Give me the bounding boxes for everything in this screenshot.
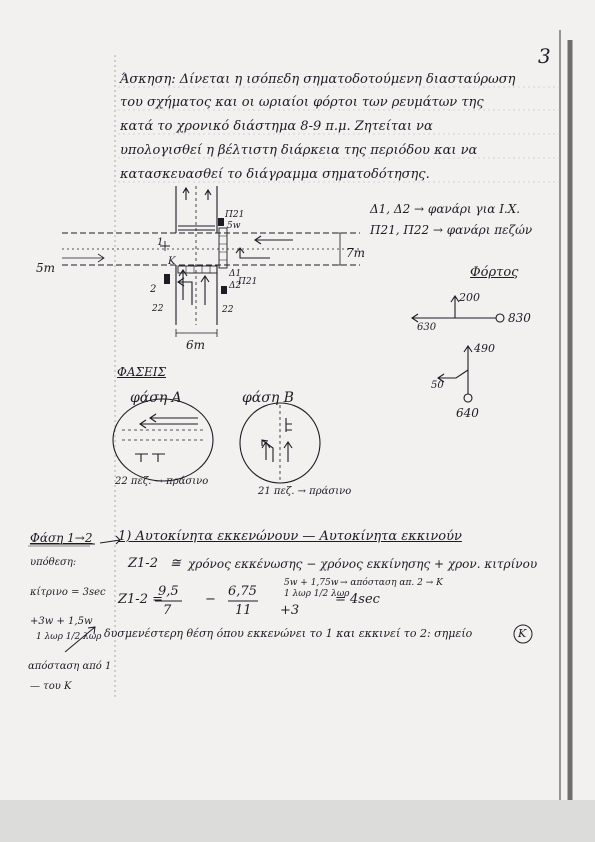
margin-yellow: κίτρινο = 3sec [30,587,106,598]
load-south-in: 640 [456,406,479,420]
eq-plus: +3 [280,603,300,618]
side-note-right: → απόσταση απ. 2 → Κ [340,578,443,588]
phase-b-label: φάση Β [242,390,294,406]
label-p21-top: Π21 [225,210,245,220]
intro-line: κατασκευασθεί το διάγραμμα σηματοδότησης. [120,167,430,182]
margin-k: — του Κ [30,681,72,692]
dim-5m: 5m [36,261,56,275]
scan-bottom-strip [0,800,595,842]
phase-a-note: 22 πεζ. → πράσινο [115,476,209,487]
intro-line: Άσκηση: Δίνεται η ισόπεδη σηματοδοτούμενη διασταύρωση [120,72,516,87]
loads-title: Φόρτος [470,265,519,280]
phase-a-label: φάση Α [130,390,182,406]
eq-minus: − [205,592,216,607]
intro-line: υπολογισθεί η βέλτιστη διάρκεια της περιόδου και να [120,143,478,158]
phase-b-note: 21 πεζ. → πράσινο [258,486,352,497]
label-2: 2 [150,284,157,295]
load-east-left: 200 [459,291,480,304]
load-south-through: 490 [474,342,495,355]
margin-phase: Φάση 1→2 [30,531,93,545]
intersection-sketch [62,186,360,337]
margin-dist: απόσταση από 1 [28,661,112,672]
load-east-in: 830 [508,311,531,325]
label-p22-right: 22 [222,305,234,315]
conclusion-text: δυσμενέστερη θέση όπου εκκενώνει το 1 και εκκινεί το 2: σημείο [104,627,473,640]
label-d1: Δ1 [229,269,242,279]
frac2-num: 6,75 [228,584,257,599]
intro-line: του σχήματος και οι ωριαίοι φόρτοι των ρευμάτων της [120,95,484,110]
dim-7m: 7m [346,246,366,260]
label-1: 1 [157,237,164,248]
margin-sum: +3w + 1,5w [30,616,93,627]
frac2-den: 11 [235,603,252,618]
eq-lhs: Ζ1-2 = [118,592,163,607]
phase-diagrams [113,399,320,483]
legend-pedestrians: Π21, Π22 → φανάρι πεζών [370,223,533,237]
label-d2-right: Δ2 [229,281,242,291]
margin-lanes: 1 λωρ 1/2 λωρ [36,632,102,642]
margin-assume: υπόθεση: [30,557,77,568]
label-p21-right: Π21 [238,277,258,287]
load-south-left: 50 [431,380,444,391]
label-k: Κ [168,256,176,267]
intro-line: κατά το χρονικό διάστημα 8-9 π.μ. Ζητείται να [120,119,433,134]
phases-title: ΦΑΣΕΙΣ [117,365,166,379]
formula-lhs: Ζ1-2 [128,556,158,571]
label-p22-left: 22 [152,304,164,314]
conclusion-point: Κ [518,627,527,640]
load-east-through: 630 [417,322,437,333]
frac1-den: 7 [163,603,172,618]
formula-rhs: χρόνος εκκένωσης − χρόνος εκκίνησης + χρον. κιτρίνου [188,557,538,571]
side-note-top: 5w + 1,75w [284,578,339,588]
eq-result: = 4sec [335,592,380,607]
page-number: 3 [538,44,551,68]
dim-6m: 6m [186,338,206,352]
formula-approx: ≅ [170,556,181,571]
calc-section-title: 1) Αυτοκίνητα εκκενώνουν — Αυτοκίνητα εκκινούν [118,529,462,544]
legend-vehicles: Δ1, Δ2 → φανάρι για Ι.Χ. [370,202,521,216]
side-note-sub: 1 λωρ 1/2 λωρ [284,589,350,599]
frac1-num: 9,5 [158,584,179,599]
label-p21-top-note: 5w [227,221,241,231]
